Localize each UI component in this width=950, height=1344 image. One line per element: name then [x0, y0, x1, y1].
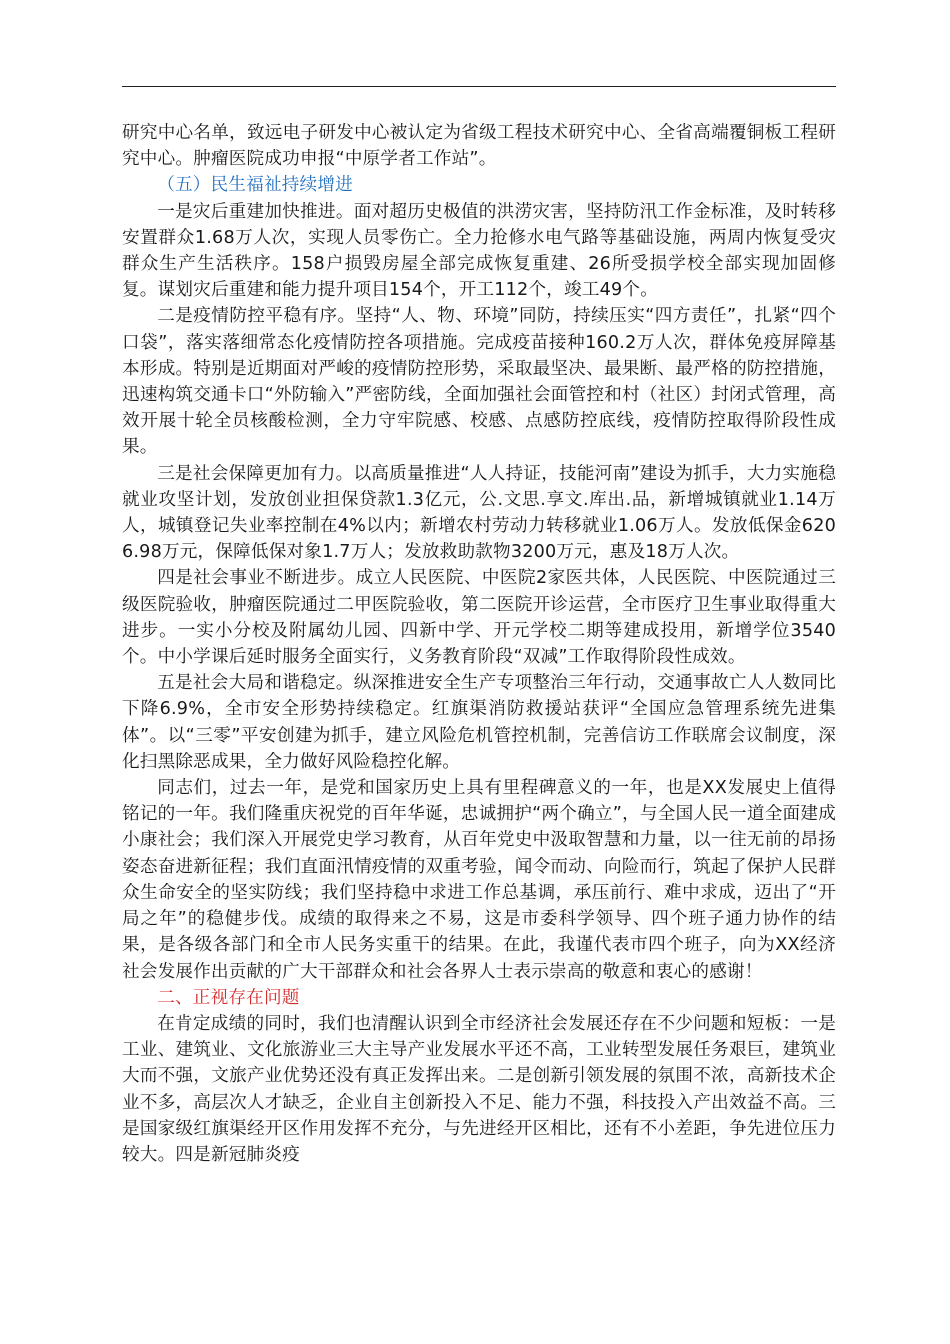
paragraph-epidemic-control: 二是疫情防控平稳有序。坚持“人、物、环境”同防，持续压实“四方责任”，扎紧“四个口袋”，落实落细常态化疫情防控各项措施。完成疫苗接种160.2万人次，群体免疫屏障基本形成。特别是近期面对严峻的疫情防控形势，采取最坚决、最果断、最严格的防控措施，迅速构筑交通卡口“外防输入”严密防线，全面加强社会面管控和村（社区）封闭式管理，高效开展十轮全员核酸检测，全力守牢院感、校感、点感防控底线，疫情防控取得阶段性成果。 [122, 306, 836, 458]
section-heading-minsheng: （五）民生福祉持续增进 [157, 175, 353, 196]
paragraph-disaster-reconstruction: 一是灾后重建加快推进。面对超历史极值的洪涝灾害，坚持防汛工作金标准，及时转移安置群众1.68万人次，实现人员零伤亡。全力抢修水电气路等基础设施，两周内恢复受灾群众生产生活秩序。158户损毁房屋全部完成恢复重建、26所受损学校全部实现加固修复。谋划灾后重建和能力提升项目154个，开工112个，竣工49个。 [122, 201, 836, 301]
document-body [122, 120, 836, 1168]
header-divider [122, 86, 836, 87]
paragraph-social-security: 三是社会保障更加有力。以高质量推进“人人持证，技能河南”建设为抓手，大力实施稳就业攻坚计划，发放创业担保贷款1.3亿元，公.文思.享文.库出.品，新增城镇就业1.14万人，城镇登记失业率控制在4%以内；新增农村劳动力转移就业1.06万人。发放低保金6206.98万元，保障低保对象1.7万人；发放救助款物3200万元，惠及18万人次。 [122, 463, 836, 563]
paragraph-social-stability: 五是社会大局和谐稳定。纵深推进安全生产专项整治三年行动，交通事故亡人人数同比下降6.9%，全市安全形势持续稳定。红旗渠消防救援站获评“全国应急管理系统先进集体”。以“三零”平安创建为抓手，建立风险危机管控机制，完善信访工作联席会议制度，深化扫黑除恶成果，全力做好风险稳控化解。 [122, 673, 836, 772]
paragraph-year-review: 同志们，过去一年，是党和国家历史上具有里程碑意义的一年，也是XX发展史上值得铭记的一年。我们隆重庆祝党的百年华诞，忠诚拥护“两个确立”，与全国人民一道全面建成小康社会；我们深入开展党史学习教育，从百年党史中汲取智慧和力量，以一往无前的昂扬姿态奋进新征程；我们直面汛情疫情的双重考验，闻令而动、向险而行，筑起了保护人民群众生命安全的坚实防线；我们坚持稳中求进工作总基调，承压前行、难中求成，迈出了“开局之年”的稳健步伐。成绩的取得来之不易，这是市委科学领导、四个班子通力协作的结果，是各级各部门和全市人民务实重干的结果。在此，我谨代表市四个班子，向为XX经济社会发展作出贡献的广大干部群众和社会各界人士表示崇高的敬意和衷心的感谢！ [122, 778, 836, 982]
paragraph-problems: 在肯定成绩的同时，我们也清醒认识到全市经济社会发展还存在不少问题和短板：一是工业、建筑业、文化旅游业三大主导产业发展水平还不高，工业转型发展任务艰巨，建筑业大而不强，文旅产业优势还没有真正发挥出来。二是创新引领发展的氛围不浓，高新技术企业不多，高层次人才缺乏，企业自主创新投入不足、能力不强，科技投入产出效益不高。三是国家级红旗渠经开区作用发挥不充分，与先进经开区相比，还有不小差距，争先进位压力较大。四是新冠肺炎疫 [122, 1013, 836, 1165]
section-heading-problems: 二、正视存在问题 [157, 987, 300, 1008]
paragraph-continuation: 研究中心名单，致远电子研发中心被认定为省级工程技术研究中心、全省高端覆铜板工程研究中心。肿瘤医院成功申报“中原学者工作站”。 [122, 123, 836, 170]
paragraph-social-services: 四是社会事业不断进步。成立人民医院、中医院2家医共体，人民医院、中医院通过三级医院验收，肿瘤医院通过二甲医院验收，第二医院开诊运营，全市医疗卫生事业取得重大进步。一实小分校及附属幼儿园、四新中学、开元学校二期等建成投用，新增学位3540个。中小学课后延时服务全面实行，义务教育阶段“双减”工作取得阶段性成效。 [122, 568, 836, 668]
